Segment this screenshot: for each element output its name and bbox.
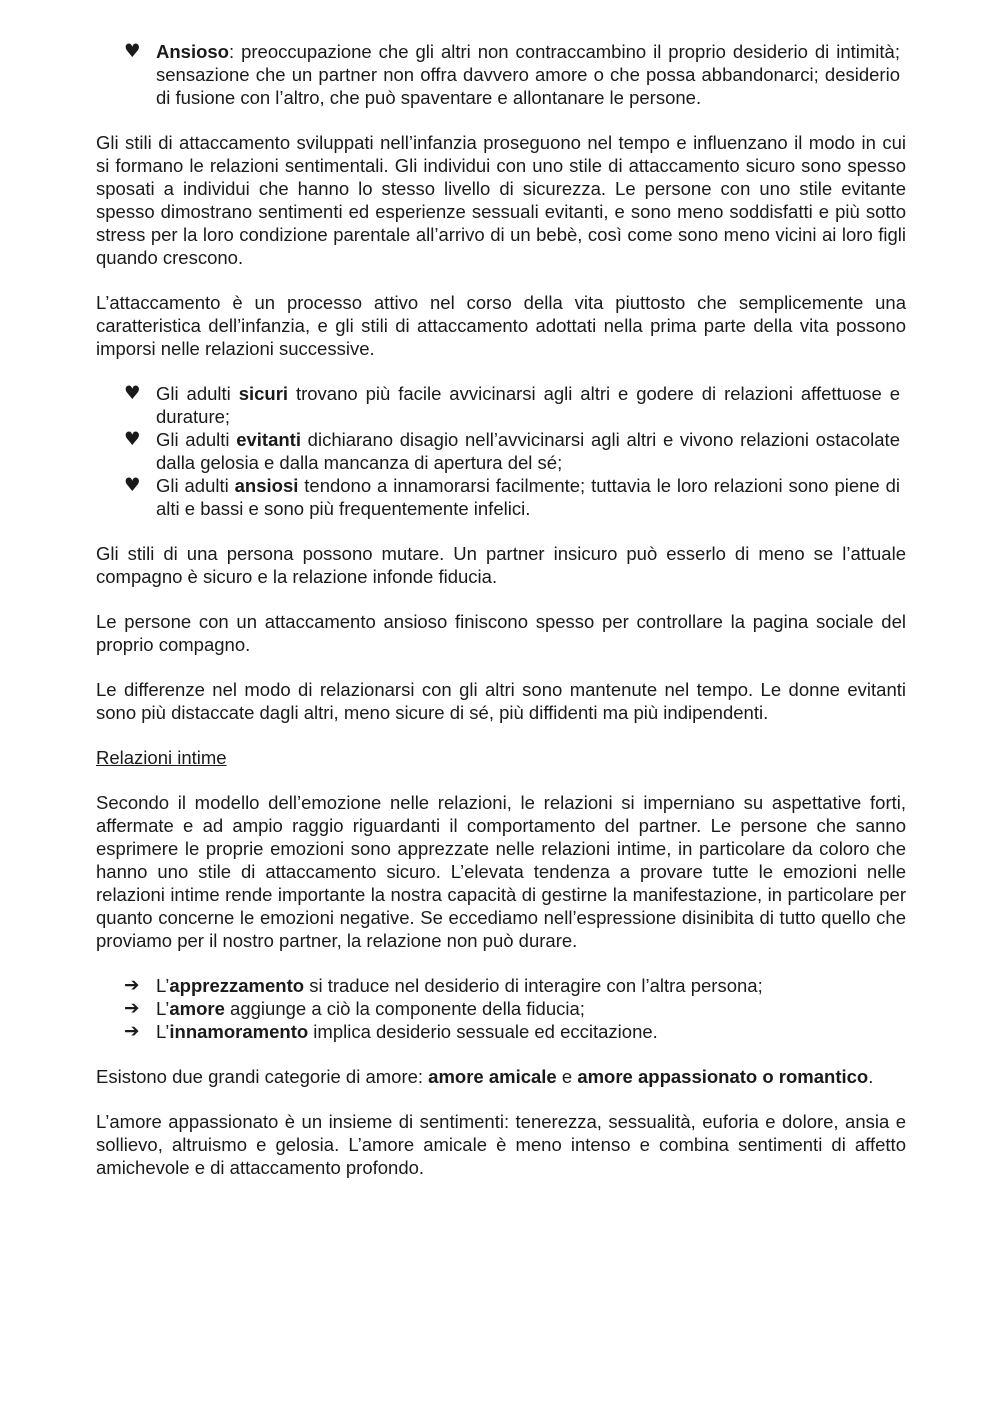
bullet-term: innamoramento: [169, 1021, 309, 1042]
bullet-text: Gli adulti: [156, 429, 237, 450]
list-item: [96, 428, 906, 474]
bullet-text: L’: [156, 1021, 170, 1042]
paragraph-passionate-love: L’amore appassionato è un insieme di sentimenti: tenerezza, sessualità, euforia e dolore, ansia e sollievo, altruismo e gelosia. L’amore amicale è meno intenso e combina sentimenti di affetto amichevole e di attaccamento profondo.: [96, 1111, 906, 1178]
paragraph-love-categories: [96, 1065, 906, 1088]
bullet-text: trovano più facile avvicinarsi agli altri e godere di relazioni affettuose e durature;: [156, 383, 901, 427]
paragraph-text: e: [556, 1066, 578, 1087]
arrow-bullet-icon: ➔: [124, 1021, 140, 1042]
bullet-text: tendono a innamorarsi facilmente; tuttavia le loro relazioni sono piene di alti e bassi e sono più frequentemente infelici.: [156, 475, 900, 519]
paragraph-anxious-control: Le persone con un attaccamento ansioso finiscono spesso per controllare la pagina sociale del proprio compagno.: [96, 611, 906, 655]
heart-bullet-icon: ♥: [124, 383, 141, 404]
arrow-bullet-icon: ➔: [124, 975, 140, 996]
bullet-text: Gli adulti: [156, 475, 235, 496]
bullet-text: L’: [156, 998, 170, 1019]
bullet-term: evitanti: [236, 429, 301, 450]
bullet-text: si traduce nel desiderio di interagire con l’altra persona;: [304, 975, 763, 996]
heart-bullet-icon: ♥: [124, 475, 141, 496]
bullet-text: : preoccupazione che gli altri non contraccambino il proprio desiderio di intimità; sensazione che un partner non offra davvero amore o che possa abbandonarci; desiderio di fusione con l’altro, che può spaventare e allontanare le persone.: [156, 41, 900, 108]
anxious-style-list: [96, 40, 906, 109]
paragraph-differences: Le differenze nel modo di relazionarsi con gli altri sono mantenute nel tempo. Le donne evitanti sono più distaccate dagli altri, meno sicure di sé, più diffidenti ma più indipendenti.: [96, 679, 906, 723]
paragraph-emotion-model: Secondo il modello dell’emozione nelle relazioni, le relazioni si imperniano su aspettative forti, affermate e ad ampio raggio riguardanti il comportamento del partner. Le persone che sanno esprimere le proprie emozioni sono apprezzate nelle relazioni intime, in particolare da coloro che hanno uno stile di attaccamento sicuro. L’elevata tendenza a provare tutte le emozioni nelle relazioni intime rende importante la nostra capacità di gestirne la manifestazione, in particolare per quanto concerne le emozioni negative. Se eccediamo nell’espressione disinibita di tutto quello che proviamo per il nostro partner, la relazione non può durare.: [96, 792, 906, 951]
paragraph-styles-change: Gli stili di una persona possono mutare. Un partner insicuro può esserlo di meno se l’attuale compagno è sicuro e la relazione infonde fiducia.: [96, 543, 906, 587]
list-item: [96, 474, 906, 520]
list-item: [96, 974, 906, 997]
heart-bullet-icon: ♥: [124, 429, 141, 450]
list-item: [96, 997, 906, 1020]
paragraph-attachment-process: L’attaccamento è un processo attivo nel corso della vita piuttosto che semplicemente una caratteristica dell’infanzia, e gli stili di attaccamento adottati nella prima parte della vita possono imporsi nelle relazioni successive.: [96, 292, 906, 359]
adult-attachment-list: [96, 382, 906, 520]
bullet-term: apprezzamento: [169, 975, 305, 996]
bullet-text: implica desiderio sessuale ed eccitazione.: [308, 1021, 658, 1042]
bullet-text: dichiarano disagio nell’avvicinarsi agli altri e vivono relazioni ostacolate dalla gelosia e dalla mancanza di apertura del sé;: [156, 429, 900, 473]
bullet-term: sicuri: [238, 383, 289, 404]
paragraph-text: .: [868, 1066, 874, 1087]
bullet-text: Gli adulti: [156, 383, 239, 404]
bullet-term: amore: [169, 998, 225, 1019]
arrow-bullet-icon: ➔: [124, 998, 140, 1019]
bullet-term: Ansioso: [156, 41, 229, 62]
bold-term: amore amicale: [428, 1066, 557, 1087]
bullet-text: L’: [156, 975, 170, 996]
paragraph-text: Esistono due grandi categorie di amore:: [96, 1066, 429, 1087]
heart-bullet-icon: ♥: [124, 41, 141, 62]
list-item: [96, 40, 906, 109]
list-item: [96, 382, 906, 428]
list-item: [96, 1020, 906, 1043]
bold-term: amore appassionato o romantico: [577, 1066, 869, 1087]
paragraph-attachment-styles: Gli stili di attaccamento sviluppati nell’infanzia proseguono nel tempo e influenzano il modo in cui si formano le relazioni sentimentali. Gli individui con uno stile di attaccamento sicuro sono spesso sposati a individui che hanno lo stesso livello di sicurezza. Le persone con uno stile evitante spesso dimostrano sentimenti ed esperienze sessuali evitanti, e sono meno soddisfatti e più sotto stress per la loro condizione parentale all’arrivo di un bebè, così come sono meno vicini ai loro figli quando crescono.: [96, 132, 906, 268]
love-components-list: [96, 974, 906, 1043]
bullet-term: ansiosi: [234, 475, 299, 496]
bullet-text: aggiunge a ciò la componente della fiducia;: [224, 998, 585, 1019]
section-heading: Relazioni intime: [96, 747, 227, 768]
document-page: [96, 40, 906, 1201]
